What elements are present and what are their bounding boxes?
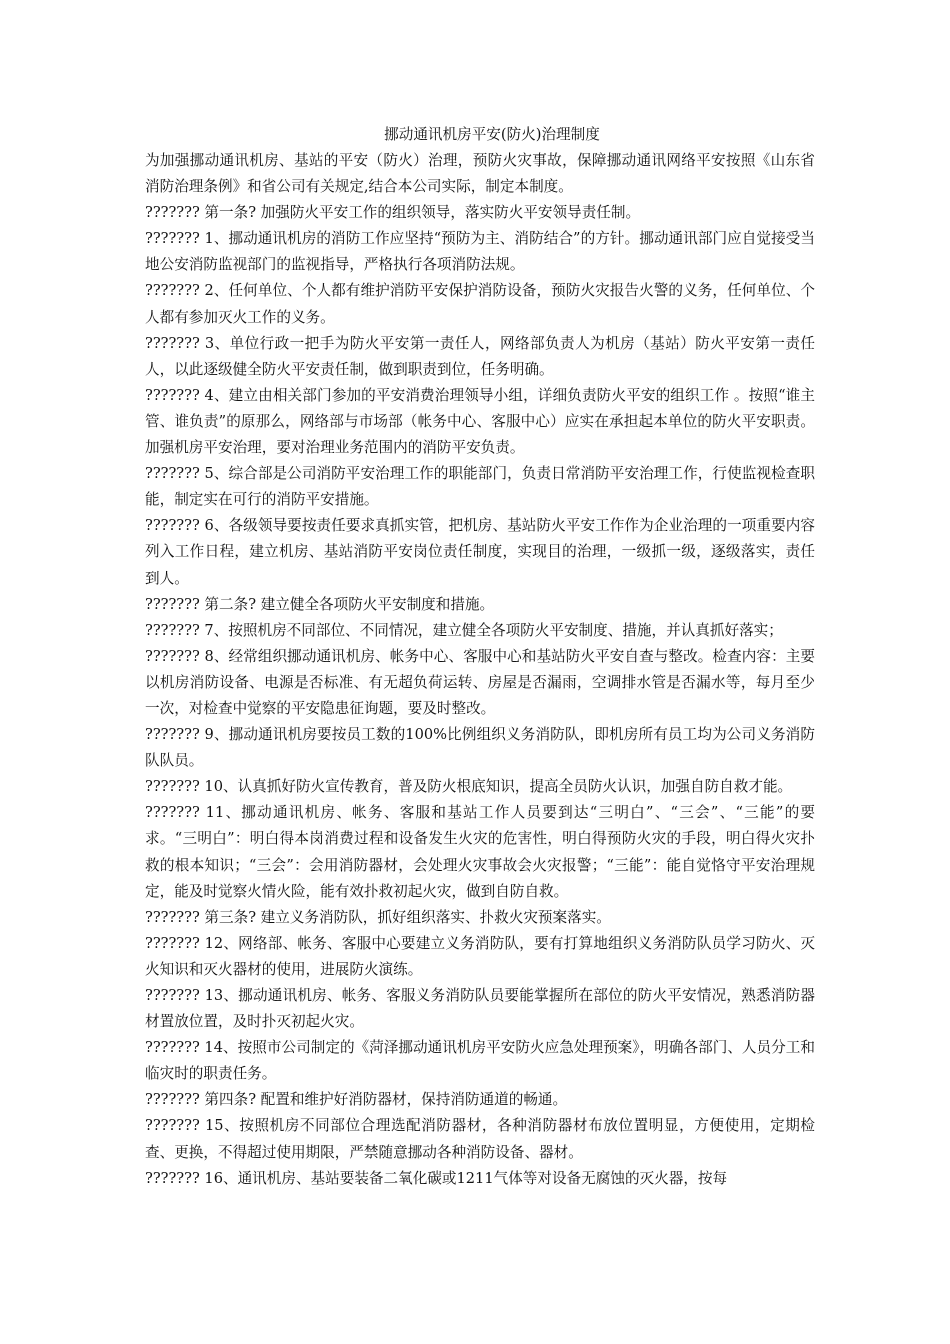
clause-9: ??????? 9、挪动通讯机房要按员工数的100%比例组织义务消防队，即机房所有员工均为公司义务消防队队员。 — [145, 726, 815, 770]
document-title: 挪动通讯机房平安(防火)治理制度 — [384, 126, 600, 143]
clause-3: ??????? 3、单位行政一把手为防火平安第一责任人，网络部负责人为机房（基站）防火平安第一责任人，以此逐级健全防火平安责任制，做到职责到位，任务明确。 — [145, 334, 815, 378]
clause-15: ??????? 15、按照机房不同部位合理选配消防器材，各种消防器材布放位置明显，方便使用，定期检查、更换，不得超过使用期限，严禁随意挪动各种消防设备、器材。 — [145, 1117, 815, 1161]
intro-paragraph: 为加强挪动通讯机房、基站的平安（防火）治理，预防火灾事故，保障挪动通讯网络平安按照《山东省消防治理条例》和省公司有关规定,结合本公司实际，制定本制度。 — [145, 152, 815, 196]
clause-1: ??????? 1、挪动通讯机房的消防工作应坚持“预防为主、消防结合”的方针。挪动通讯部门应自觉接受当地公安消防监视部门的监视指导，严格执行各项消防法规。 — [145, 230, 815, 274]
clause-4: ??????? 4、建立由相关部门参加的平安消费治理领导小组，详细负责防火平安的组织工作 。按照“谁主管、谁负责”的原那么，网络部与市场部（帐务中心、客服中心）应实在承担起本单位的防火平安职责。加强机房平安治理，要对治理业务范围内的消防平安负责。 — [145, 386, 815, 457]
clause-12: ??????? 12、网络部、帐务、客服中心要建立义务消防队，要有打算地组织义务消防队员学习防火、灭火知识和灭火器材的使用，进展防火演练。 — [145, 934, 815, 978]
document-page — [145, 122, 815, 1192]
clause-5: ??????? 5、综合部是公司消防平安治理工作的职能部门，负责日常消防平安治理工作，行使监视检查职能，制定实在可行的消防平安措施。 — [145, 465, 815, 509]
clause-2: ??????? 2、任何单位、个人都有维护消防平安保护消防设备，预防火灾报告火警的义务，任何单位、个人都有参加灭火工作的义务。 — [145, 282, 815, 326]
clause-16: ??????? 16、通讯机房、基站要装备二氧化碳或1211气体等对设备无腐蚀的灭火器，按每 — [145, 1169, 728, 1187]
clause-10: ??????? 10、认真抓好防火宣传教育，普及防火根底知识，提高全员防火认识，加强自防自救才能。 — [145, 778, 793, 796]
article-3-heading: ??????? 第三条? 建立义务消防队，抓好组织落实、扑救火灾预案落实。 — [145, 908, 611, 926]
clause-6: ??????? 6、各级领导要按责任要求真抓实管，把机房、基站防火平安工作作为企业治理的一项重要内容列入工作日程，建立机房、基站消防平安岗位责任制度，实现目的治理，一级抓一级，逐级落实，责任到人。 — [145, 517, 815, 587]
article-4-heading: ??????? 第四条? 配置和维护好消防器材，保持消防通道的畅通。 — [145, 1091, 568, 1109]
clause-8: ??????? 8、经常组织挪动通讯机房、帐务中心、客服中心和基站防火平安自查与整改。检查内容：主要以机房消防设备、电源是否标准、有无超负荷运转、房屋是否漏雨，空调排水管是否漏水等，每月至少一次，对检查中觉察的平安隐患征询题，要及时整改。 — [145, 647, 815, 717]
clause-7: ??????? 7、按照机房不同部位、不同情况，建立健全各项防火平安制度、措施，并认真抓好落实； — [145, 621, 783, 639]
article-2-heading: ??????? 第二条? 建立健全各项防火平安制度和措施。 — [145, 595, 495, 613]
clause-11: ??????? 11、挪动通讯机房、帐务、客服和基站工作人员要到达“三明白”、“三会”、“三能”的要求。“三明白”：明白得本岗消费过程和设备发生火灾的危害性，明白得预防火灾的手段，明白得火灾扑救的根本知识；“三会”：会用消防器材，会处理火灾事故会火灾报警；“三能”：能自觉恪守平安治理规定，能及时觉察火情火险，能有效扑救初起火灾，做到自防自救。 — [145, 804, 815, 900]
article-1-heading: ??????? 第一条? 加强防火平安工作的组织领导，落实防火平安领导责任制。 — [145, 204, 641, 222]
clause-14: ??????? 14、按照市公司制定的《菏泽挪动通讯机房平安防火应急处理预案》，明确各部门、人员分工和临灾时的职责任务。 — [145, 1039, 815, 1083]
clause-13: ??????? 13、挪动通讯机房、帐务、客服义务消防队员要能掌握所在部位的防火平安情况，熟悉消防器材置放位置，及时扑灭初起火灾。 — [145, 987, 815, 1031]
